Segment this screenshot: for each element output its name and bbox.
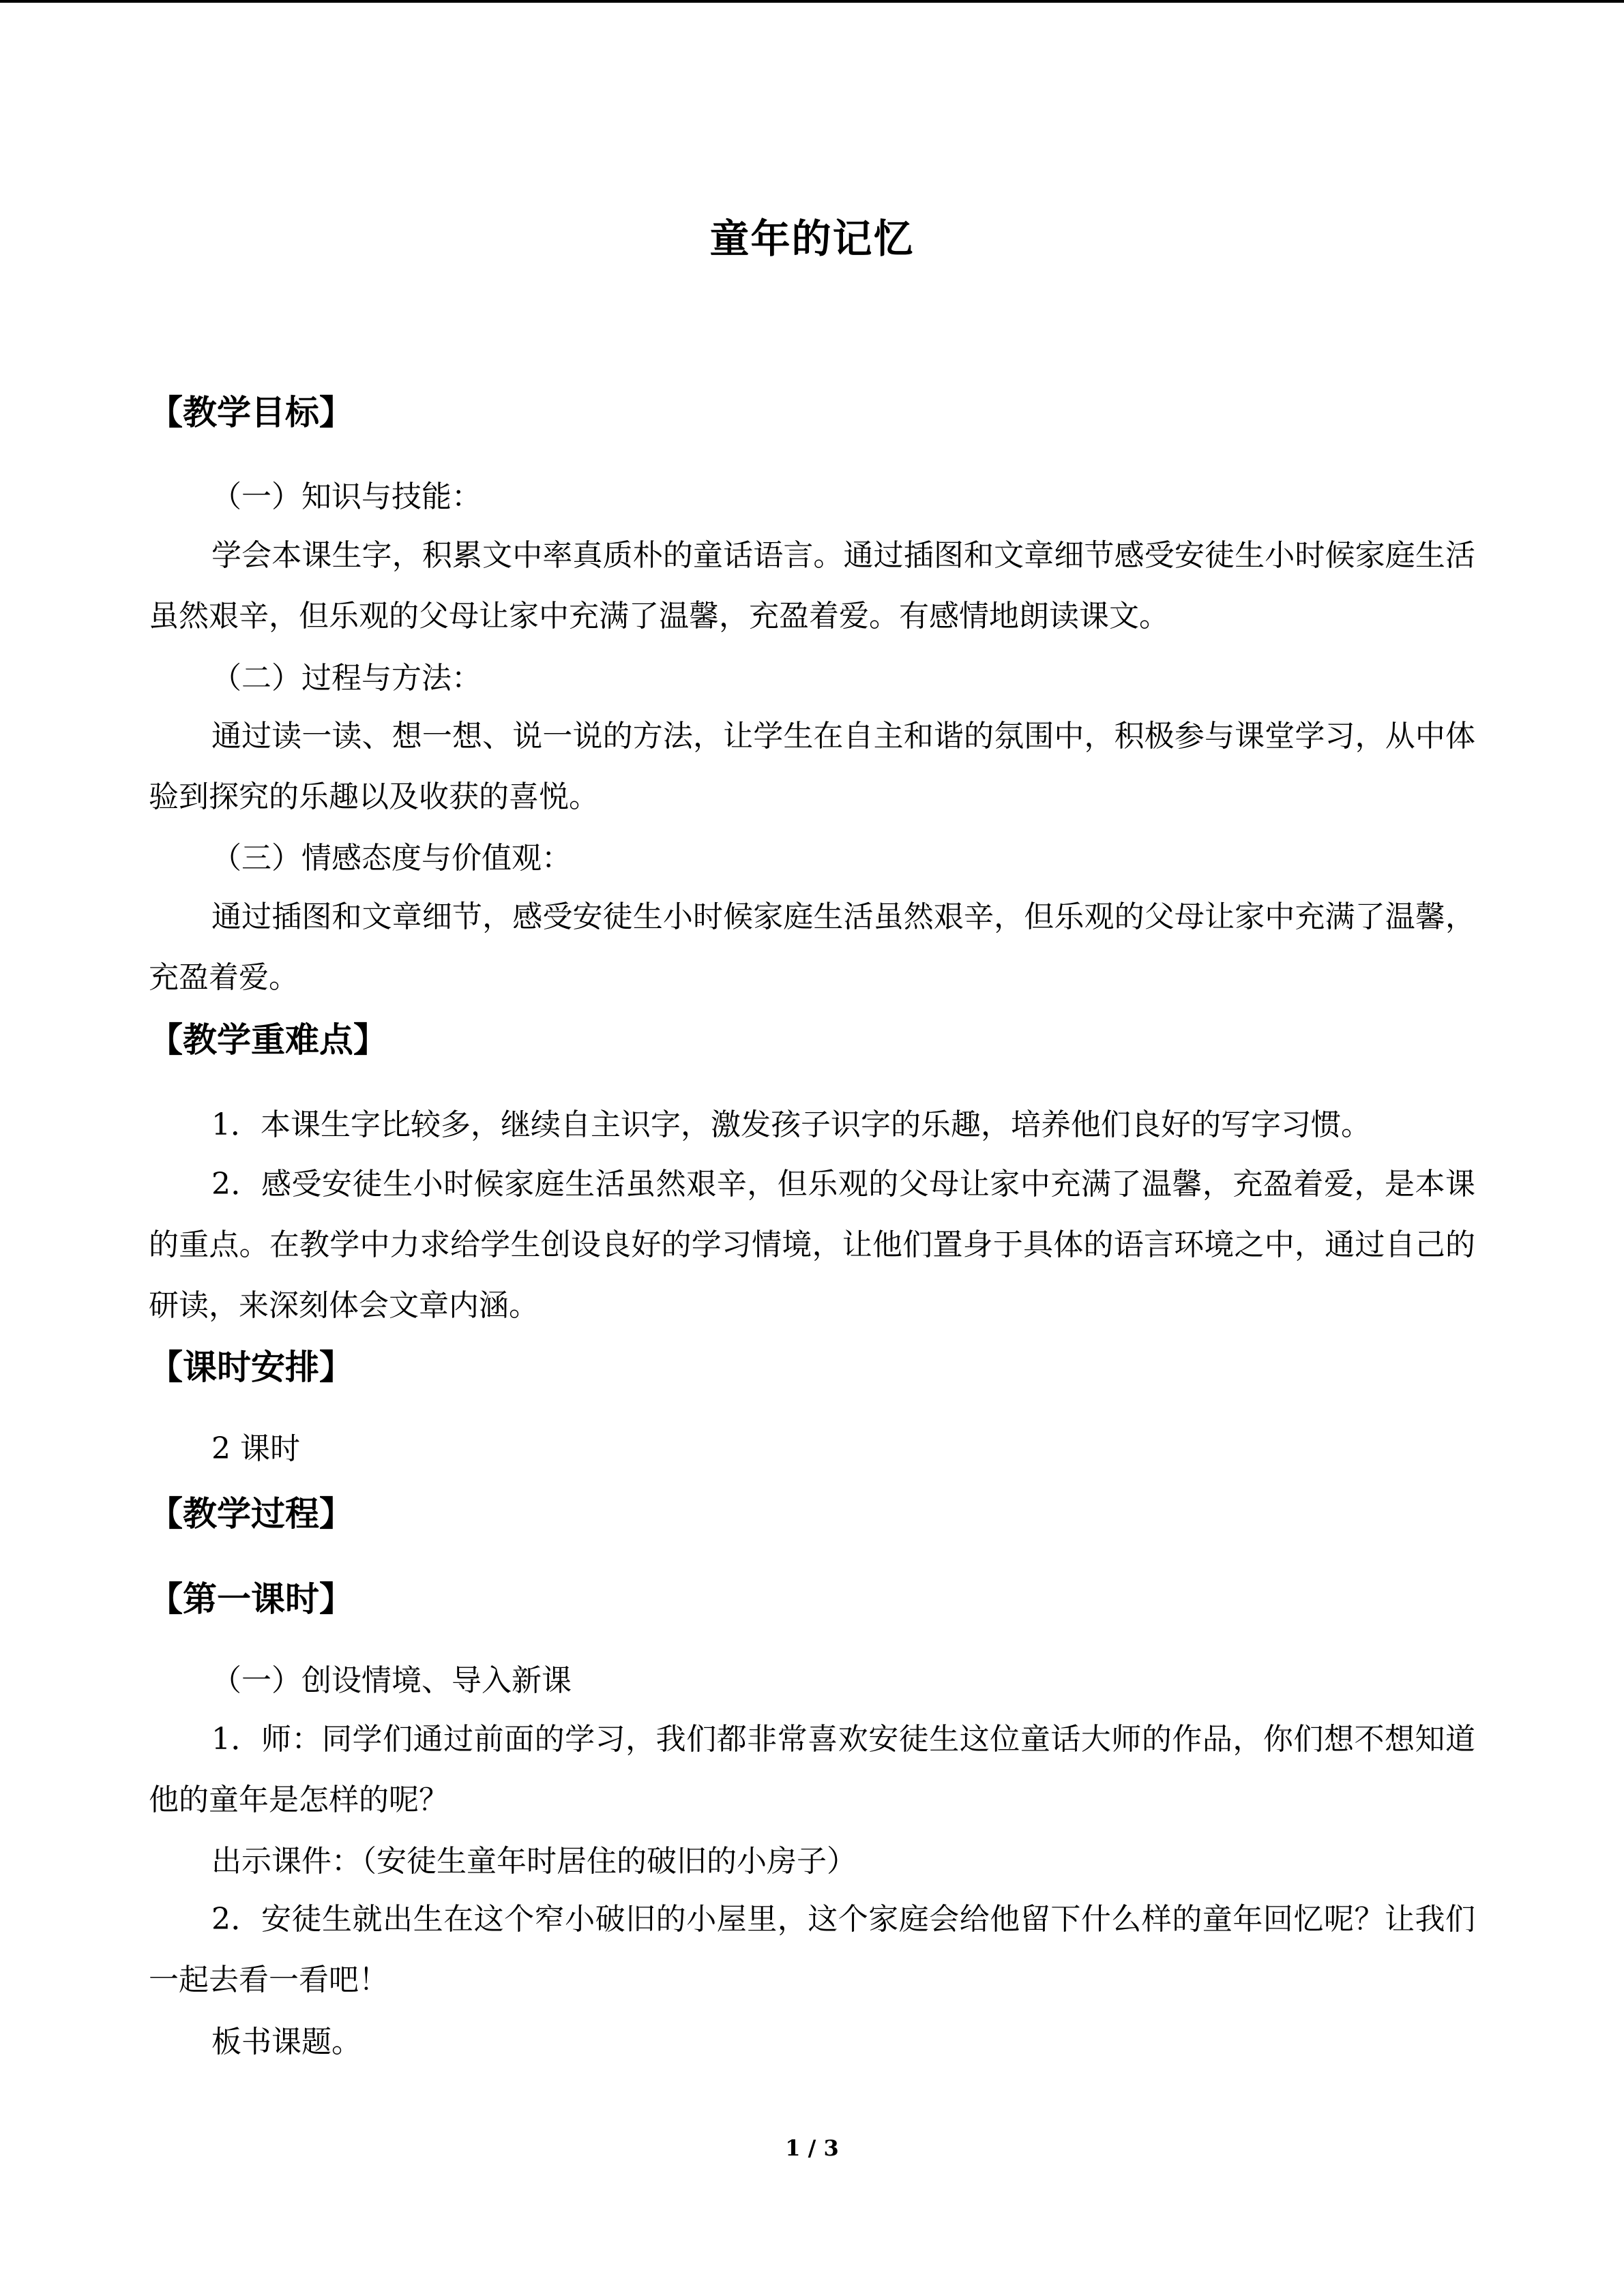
document-title: 童年的记忆 [709,215,915,262]
goals-process-text: 通过读一读、想一想、说一说的方法，让学生在自主和谐的氛围中，积极参与课堂学习，从中体验到探究的乐趣以及收获的喜悦。 [149,719,1475,814]
heading-teaching-goals: 【教学目标】 [149,392,353,432]
goals-process-label: （二）过程与方法： [211,661,482,696]
key-point-2: 2．感受安徒生小时候家庭生活虽然艰辛，但乐观的父母让家中充满了温馨，充盈着爱，是本课的重点。在教学中力求给学生创设良好的学习情境，让他们置身于具体的语言环境之中，通过自己的研读，来深刻体会文章内涵。 [149,1167,1475,1323]
goals-emotion-label: （三）情感态度与价值观： [211,841,572,876]
key-point-1: 1．本课生字比较多，继续自主识字，激发孩子识字的乐趣，培养他们良好的写字习惯。 [211,1107,1371,1142]
goals-emotion-text: 通过插图和文章细节，感受安徒生小时候家庭生活虽然艰辛，但乐观的父母让家中充满了温馨，充盈着爱。 [149,899,1475,995]
heading-schedule: 【课时安排】 [149,1347,353,1387]
heading-key-points: 【教学重难点】 [149,1019,387,1060]
goals-knowledge-text: 学会本课生字，积累文中率真质朴的童话语言。通过插图和文章细节感受安徒生小时候家庭生活虽然艰辛，但乐观的父母让家中充满了温馨，充盈着爱。有感情地朗读课文。 [149,538,1475,633]
lesson-one-item-1: 1．师：同学们通过前面的学习，我们都非常喜欢安徒生这位童话大师的作品，你们想不想知道他的童年是怎样的呢？ [149,1722,1475,1817]
lesson-one-courseware: 出示课件：（安徒生童年时居住的破旧的小房子） [211,1844,857,1879]
schedule-text: 2 课时 [211,1431,300,1466]
lesson-one-board: 板书课题。 [211,2025,361,2059]
heading-teaching-process: 【教学过程】 [149,1493,353,1534]
goals-knowledge-label: （一）知识与技能： [211,479,482,514]
heading-lesson-one: 【第一课时】 [149,1579,353,1619]
lesson-one-step-label: （一）创设情境、导入新课 [211,1663,572,1698]
page-number: 1 / 3 [785,2135,839,2161]
document-page [149,0,1475,2296]
lesson-one-item-2: 2．安徒生就出生在这个窄小破旧的小屋里，这个家庭会给他留下什么样的童年回忆呢？让我们一起去看一看吧！ [149,1902,1475,1997]
